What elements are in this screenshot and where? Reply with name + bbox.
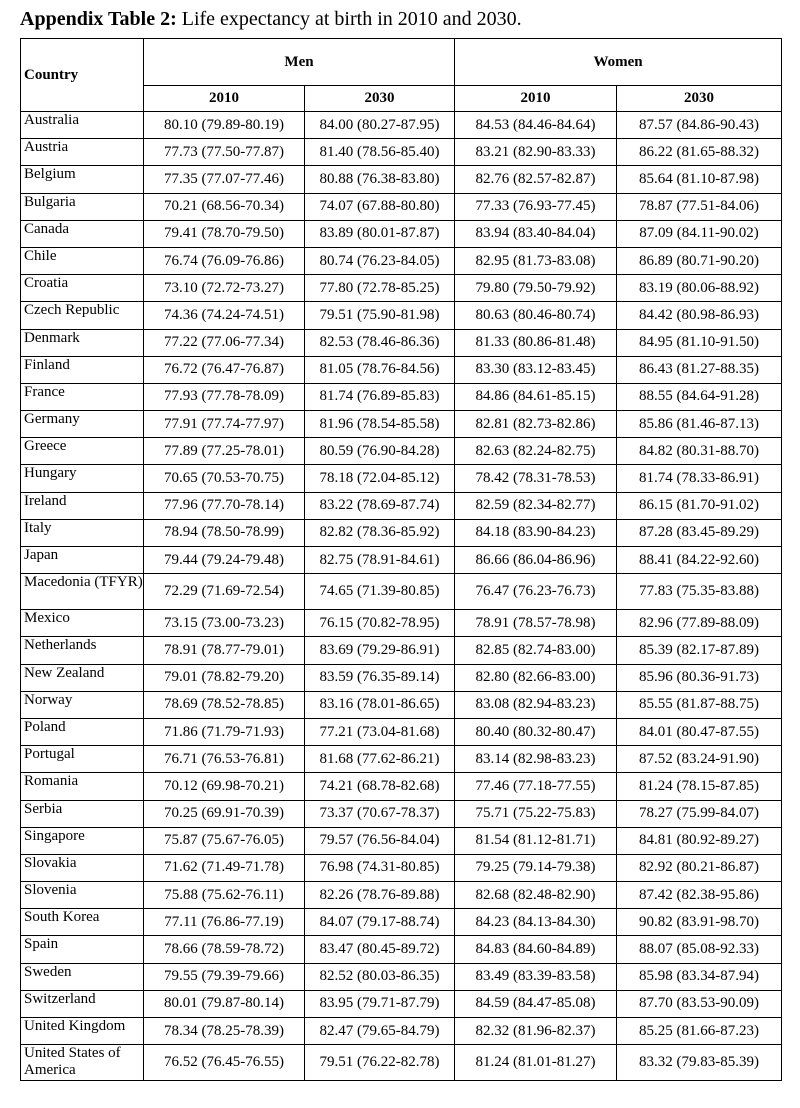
value-cell-men2030: 79.57 (76.56-84.04) — [305, 827, 455, 854]
value-cell-men2010: 77.93 (77.78-78.09) — [144, 383, 305, 410]
value-cell-men2030: 83.47 (80.45-89.72) — [305, 936, 455, 963]
value-cell-women2030: 86.43 (81.27-88.35) — [617, 356, 782, 383]
value-cell-women2010: 83.14 (82.98-83.23) — [455, 746, 617, 773]
value-cell-men2030: 78.18 (72.04-85.12) — [305, 465, 455, 492]
value-cell-women2030: 78.87 (77.51-84.06) — [617, 193, 782, 220]
value-cell-women2030: 86.89 (80.71-90.20) — [617, 247, 782, 274]
value-cell-women2010: 79.80 (79.50-79.92) — [455, 275, 617, 302]
value-cell-men2010: 80.10 (79.89-80.19) — [144, 112, 305, 139]
value-cell-women2030: 87.28 (83.45-89.29) — [617, 519, 782, 546]
life-expectancy-table — [20, 38, 782, 1081]
country-cell: Australia — [21, 112, 144, 139]
table-row — [21, 909, 782, 936]
table-row — [21, 610, 782, 637]
value-cell-women2010: 79.25 (79.14-79.38) — [455, 854, 617, 881]
country-cell: Switzerland — [21, 990, 144, 1017]
header-women: Women — [455, 39, 782, 86]
value-cell-men2010: 73.10 (72.72-73.27) — [144, 275, 305, 302]
table-row — [21, 1045, 782, 1081]
value-cell-women2030: 87.70 (83.53-90.09) — [617, 990, 782, 1017]
value-cell-men2030: 80.59 (76.90-84.28) — [305, 438, 455, 465]
value-cell-women2030: 88.41 (84.22-92.60) — [617, 547, 782, 574]
table-row — [21, 1018, 782, 1045]
value-cell-men2010: 71.86 (71.79-71.93) — [144, 718, 305, 745]
value-cell-women2030: 84.82 (80.31-88.70) — [617, 438, 782, 465]
value-cell-men2030: 82.26 (78.76-89.88) — [305, 882, 455, 909]
value-cell-men2010: 72.29 (71.69-72.54) — [144, 574, 305, 610]
value-cell-men2010: 79.01 (78.82-79.20) — [144, 664, 305, 691]
value-cell-women2010: 82.68 (82.48-82.90) — [455, 882, 617, 909]
table-row — [21, 139, 782, 166]
value-cell-women2030: 87.57 (84.86-90.43) — [617, 112, 782, 139]
value-cell-men2030: 81.40 (78.56-85.40) — [305, 139, 455, 166]
value-cell-women2010: 82.85 (82.74-83.00) — [455, 637, 617, 664]
value-cell-men2010: 78.94 (78.50-78.99) — [144, 519, 305, 546]
value-cell-women2010: 82.59 (82.34-82.77) — [455, 492, 617, 519]
table-row — [21, 329, 782, 356]
country-cell: South Korea — [21, 909, 144, 936]
country-cell: Sweden — [21, 963, 144, 990]
country-cell: United States of America — [21, 1045, 144, 1081]
value-cell-women2030: 82.96 (77.89-88.09) — [617, 610, 782, 637]
value-cell-women2010: 84.86 (84.61-85.15) — [455, 383, 617, 410]
country-cell: New Zealand — [21, 664, 144, 691]
value-cell-men2010: 70.65 (70.53-70.75) — [144, 465, 305, 492]
value-cell-men2010: 77.35 (77.07-77.46) — [144, 166, 305, 193]
country-cell: Germany — [21, 411, 144, 438]
caption-label: Appendix Table 2: — [20, 8, 177, 30]
value-cell-men2030: 80.88 (76.38-83.80) — [305, 166, 455, 193]
value-cell-men2010: 77.96 (77.70-78.14) — [144, 492, 305, 519]
header-men-2030: 2030 — [305, 86, 455, 112]
country-cell: Norway — [21, 691, 144, 718]
value-cell-men2030: 83.16 (78.01-86.65) — [305, 691, 455, 718]
value-cell-women2010: 83.94 (83.40-84.04) — [455, 220, 617, 247]
value-cell-men2030: 77.21 (73.04-81.68) — [305, 718, 455, 745]
country-cell: Austria — [21, 139, 144, 166]
table-row — [21, 936, 782, 963]
value-cell-men2010: 74.36 (74.24-74.51) — [144, 302, 305, 329]
value-cell-women2010: 83.30 (83.12-83.45) — [455, 356, 617, 383]
value-cell-men2030: 80.74 (76.23-84.05) — [305, 247, 455, 274]
table-row — [21, 963, 782, 990]
value-cell-women2030: 83.19 (80.06-88.92) — [617, 275, 782, 302]
value-cell-women2010: 82.95 (81.73-83.08) — [455, 247, 617, 274]
value-cell-women2030: 82.92 (80.21-86.87) — [617, 854, 782, 881]
table-row — [21, 718, 782, 745]
value-cell-women2030: 85.98 (83.34-87.94) — [617, 963, 782, 990]
value-cell-women2010: 80.40 (80.32-80.47) — [455, 718, 617, 745]
header-men-2010: 2010 — [144, 86, 305, 112]
value-cell-men2030: 77.80 (72.78-85.25) — [305, 275, 455, 302]
header-men: Men — [144, 39, 455, 86]
value-cell-women2030: 88.07 (85.08-92.33) — [617, 936, 782, 963]
value-cell-women2030: 85.55 (81.87-88.75) — [617, 691, 782, 718]
value-cell-men2030: 82.82 (78.36-85.92) — [305, 519, 455, 546]
value-cell-women2010: 84.23 (84.13-84.30) — [455, 909, 617, 936]
value-cell-women2010: 78.91 (78.57-78.98) — [455, 610, 617, 637]
country-cell: Croatia — [21, 275, 144, 302]
value-cell-women2030: 84.42 (80.98-86.93) — [617, 302, 782, 329]
country-cell: Romania — [21, 773, 144, 800]
table-caption — [20, 5, 522, 33]
country-cell: Spain — [21, 936, 144, 963]
table-row — [21, 275, 782, 302]
table-row — [21, 746, 782, 773]
value-cell-men2010: 75.87 (75.67-76.05) — [144, 827, 305, 854]
country-cell: Finland — [21, 356, 144, 383]
value-cell-women2030: 84.81 (80.92-89.27) — [617, 827, 782, 854]
country-cell: Mexico — [21, 610, 144, 637]
country-cell: Serbia — [21, 800, 144, 827]
value-cell-women2010: 84.83 (84.60-84.89) — [455, 936, 617, 963]
country-cell: Japan — [21, 547, 144, 574]
table-row — [21, 854, 782, 881]
value-cell-men2030: 74.07 (67.88-80.80) — [305, 193, 455, 220]
value-cell-women2030: 87.42 (82.38-95.86) — [617, 882, 782, 909]
value-cell-women2030: 90.82 (83.91-98.70) — [617, 909, 782, 936]
value-cell-men2010: 79.44 (79.24-79.48) — [144, 547, 305, 574]
value-cell-men2030: 81.96 (78.54-85.58) — [305, 411, 455, 438]
value-cell-women2010: 84.18 (83.90-84.23) — [455, 519, 617, 546]
value-cell-women2010: 81.24 (81.01-81.27) — [455, 1045, 617, 1081]
value-cell-men2030: 83.22 (78.69-87.74) — [305, 492, 455, 519]
value-cell-men2030: 83.59 (76.35-89.14) — [305, 664, 455, 691]
value-cell-men2030: 76.15 (70.82-78.95) — [305, 610, 455, 637]
header-country: Country — [21, 39, 144, 112]
value-cell-men2010: 71.62 (71.49-71.78) — [144, 854, 305, 881]
table-row — [21, 827, 782, 854]
value-cell-men2010: 78.34 (78.25-78.39) — [144, 1018, 305, 1045]
value-cell-men2030: 76.98 (74.31-80.85) — [305, 854, 455, 881]
value-cell-men2010: 77.91 (77.74-77.97) — [144, 411, 305, 438]
value-cell-women2010: 76.47 (76.23-76.73) — [455, 574, 617, 610]
table-row — [21, 112, 782, 139]
value-cell-men2030: 83.89 (80.01-87.87) — [305, 220, 455, 247]
country-cell: Belgium — [21, 166, 144, 193]
value-cell-women2030: 86.22 (81.65-88.32) — [617, 139, 782, 166]
value-cell-women2030: 84.01 (80.47-87.55) — [617, 718, 782, 745]
value-cell-women2010: 83.49 (83.39-83.58) — [455, 963, 617, 990]
table-row — [21, 465, 782, 492]
table-row — [21, 664, 782, 691]
value-cell-women2010: 83.21 (82.90-83.33) — [455, 139, 617, 166]
value-cell-women2010: 84.59 (84.47-85.08) — [455, 990, 617, 1017]
value-cell-men2030: 81.05 (78.76-84.56) — [305, 356, 455, 383]
value-cell-women2030: 88.55 (84.64-91.28) — [617, 383, 782, 410]
country-cell: Slovenia — [21, 882, 144, 909]
country-cell: Czech Republic — [21, 302, 144, 329]
value-cell-men2030: 82.47 (79.65-84.79) — [305, 1018, 455, 1045]
country-cell: Chile — [21, 247, 144, 274]
value-cell-men2030: 82.53 (78.46-86.36) — [305, 329, 455, 356]
value-cell-women2030: 85.39 (82.17-87.89) — [617, 637, 782, 664]
value-cell-men2010: 70.12 (69.98-70.21) — [144, 773, 305, 800]
value-cell-men2010: 77.22 (77.06-77.34) — [144, 329, 305, 356]
country-cell: Italy — [21, 519, 144, 546]
table-row — [21, 302, 782, 329]
value-cell-men2010: 70.21 (68.56-70.34) — [144, 193, 305, 220]
table-row — [21, 411, 782, 438]
table-row — [21, 383, 782, 410]
table-row — [21, 800, 782, 827]
value-cell-women2030: 81.24 (78.15-87.85) — [617, 773, 782, 800]
value-cell-women2030: 85.86 (81.46-87.13) — [617, 411, 782, 438]
value-cell-men2010: 76.71 (76.53-76.81) — [144, 746, 305, 773]
value-cell-women2010: 78.42 (78.31-78.53) — [455, 465, 617, 492]
value-cell-men2010: 79.41 (78.70-79.50) — [144, 220, 305, 247]
value-cell-men2030: 82.52 (80.03-86.35) — [305, 963, 455, 990]
value-cell-women2030: 81.74 (78.33-86.91) — [617, 465, 782, 492]
table-row — [21, 220, 782, 247]
value-cell-men2030: 79.51 (75.90-81.98) — [305, 302, 455, 329]
value-cell-men2010: 70.25 (69.91-70.39) — [144, 800, 305, 827]
table-row — [21, 547, 782, 574]
value-cell-women2030: 85.64 (81.10-87.98) — [617, 166, 782, 193]
table-row — [21, 438, 782, 465]
value-cell-men2010: 80.01 (79.87-80.14) — [144, 990, 305, 1017]
value-cell-men2030: 73.37 (70.67-78.37) — [305, 800, 455, 827]
value-cell-men2010: 76.52 (76.45-76.55) — [144, 1045, 305, 1081]
value-cell-women2010: 82.63 (82.24-82.75) — [455, 438, 617, 465]
value-cell-men2030: 74.65 (71.39-80.85) — [305, 574, 455, 610]
country-cell: Ireland — [21, 492, 144, 519]
value-cell-women2030: 87.52 (83.24-91.90) — [617, 746, 782, 773]
value-cell-women2010: 82.81 (82.73-82.86) — [455, 411, 617, 438]
country-cell: United Kingdom — [21, 1018, 144, 1045]
value-cell-men2010: 77.73 (77.50-77.87) — [144, 139, 305, 166]
value-cell-women2010: 77.46 (77.18-77.55) — [455, 773, 617, 800]
table-row — [21, 166, 782, 193]
value-cell-men2030: 84.00 (80.27-87.95) — [305, 112, 455, 139]
value-cell-women2030: 86.15 (81.70-91.02) — [617, 492, 782, 519]
value-cell-women2010: 77.33 (76.93-77.45) — [455, 193, 617, 220]
table-row — [21, 247, 782, 274]
value-cell-men2030: 74.21 (68.78-82.68) — [305, 773, 455, 800]
value-cell-women2030: 78.27 (75.99-84.07) — [617, 800, 782, 827]
country-cell: Poland — [21, 718, 144, 745]
header-row-groups — [21, 39, 782, 86]
value-cell-men2030: 83.95 (79.71-87.79) — [305, 990, 455, 1017]
value-cell-men2010: 76.72 (76.47-76.87) — [144, 356, 305, 383]
value-cell-women2010: 82.32 (81.96-82.37) — [455, 1018, 617, 1045]
value-cell-men2030: 82.75 (78.91-84.61) — [305, 547, 455, 574]
table-row — [21, 193, 782, 220]
value-cell-women2030: 85.96 (80.36-91.73) — [617, 664, 782, 691]
table-row — [21, 773, 782, 800]
value-cell-women2030: 85.25 (81.66-87.23) — [617, 1018, 782, 1045]
country-cell: Slovakia — [21, 854, 144, 881]
value-cell-men2010: 77.11 (76.86-77.19) — [144, 909, 305, 936]
value-cell-women2010: 75.71 (75.22-75.83) — [455, 800, 617, 827]
value-cell-men2030: 81.68 (77.62-86.21) — [305, 746, 455, 773]
value-cell-women2030: 77.83 (75.35-83.88) — [617, 574, 782, 610]
value-cell-women2030: 83.32 (79.83-85.39) — [617, 1045, 782, 1081]
value-cell-men2030: 81.74 (76.89-85.83) — [305, 383, 455, 410]
table-row — [21, 356, 782, 383]
value-cell-women2010: 84.53 (84.46-84.64) — [455, 112, 617, 139]
value-cell-men2010: 73.15 (73.00-73.23) — [144, 610, 305, 637]
table-row — [21, 637, 782, 664]
table-row — [21, 519, 782, 546]
value-cell-women2010: 81.33 (80.86-81.48) — [455, 329, 617, 356]
table-body — [21, 112, 782, 1081]
country-cell: Greece — [21, 438, 144, 465]
country-cell: Denmark — [21, 329, 144, 356]
value-cell-women2010: 80.63 (80.46-80.74) — [455, 302, 617, 329]
value-cell-men2030: 84.07 (79.17-88.74) — [305, 909, 455, 936]
table-row — [21, 691, 782, 718]
value-cell-men2030: 79.51 (76.22-82.78) — [305, 1045, 455, 1081]
country-cell: Canada — [21, 220, 144, 247]
value-cell-women2030: 84.95 (81.10-91.50) — [617, 329, 782, 356]
table-row — [21, 574, 782, 610]
header-women-2010: 2010 — [455, 86, 617, 112]
country-cell: Netherlands — [21, 637, 144, 664]
caption-text: Life expectancy at birth in 2010 and 2030. — [181, 8, 522, 30]
value-cell-men2010: 79.55 (79.39-79.66) — [144, 963, 305, 990]
country-cell: Macedonia (TFYR) — [21, 574, 144, 610]
header-women-2030: 2030 — [617, 86, 782, 112]
country-cell: Hungary — [21, 465, 144, 492]
value-cell-men2010: 75.88 (75.62-76.11) — [144, 882, 305, 909]
table-row — [21, 990, 782, 1017]
value-cell-men2010: 78.69 (78.52-78.85) — [144, 691, 305, 718]
value-cell-women2010: 82.76 (82.57-82.87) — [455, 166, 617, 193]
country-cell: Singapore — [21, 827, 144, 854]
value-cell-women2010: 83.08 (82.94-83.23) — [455, 691, 617, 718]
value-cell-men2010: 77.89 (77.25-78.01) — [144, 438, 305, 465]
country-cell: Bulgaria — [21, 193, 144, 220]
value-cell-men2030: 83.69 (79.29-86.91) — [305, 637, 455, 664]
value-cell-women2010: 82.80 (82.66-83.00) — [455, 664, 617, 691]
table-row — [21, 882, 782, 909]
value-cell-men2010: 78.91 (78.77-79.01) — [144, 637, 305, 664]
country-cell: Portugal — [21, 746, 144, 773]
value-cell-women2030: 87.09 (84.11-90.02) — [617, 220, 782, 247]
value-cell-men2010: 78.66 (78.59-78.72) — [144, 936, 305, 963]
value-cell-women2010: 86.66 (86.04-86.96) — [455, 547, 617, 574]
value-cell-women2010: 81.54 (81.12-81.71) — [455, 827, 617, 854]
country-cell: France — [21, 383, 144, 410]
table-row — [21, 492, 782, 519]
value-cell-men2010: 76.74 (76.09-76.86) — [144, 247, 305, 274]
